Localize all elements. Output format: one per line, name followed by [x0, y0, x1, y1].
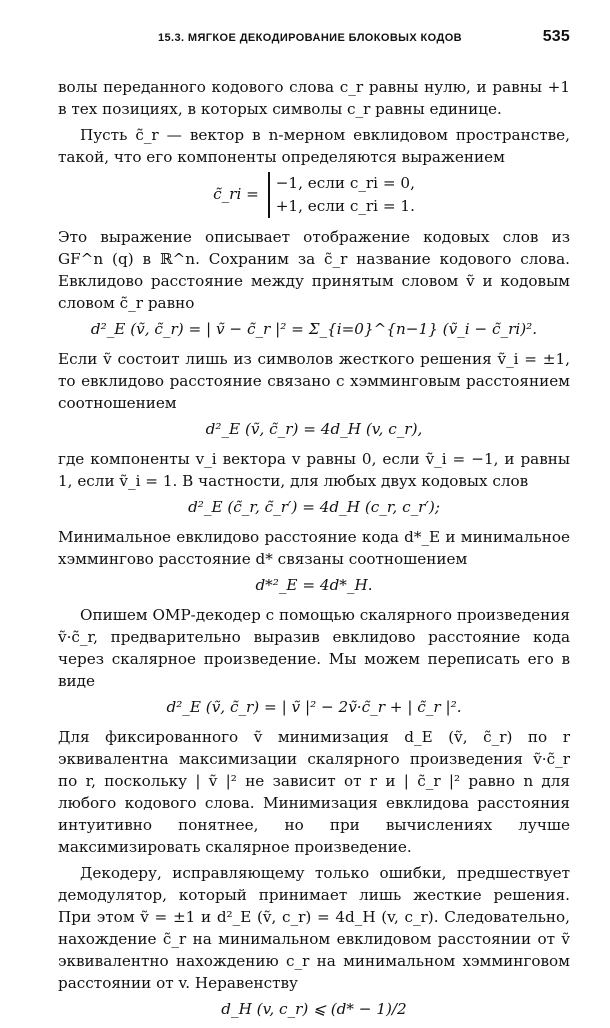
running-title: 15.3. МЯГКОЕ ДЕКОДИРОВАНИЕ БЛОКОВЫХ КОДОВ	[158, 32, 463, 44]
equation-1-case-2: +1, если c_ri = 1.	[275, 197, 415, 215]
paragraph-1: волы переданного кодового слова c_r равны нулю, и равны +1 в тех позициях, в которых символы c_r равны единице.	[58, 78, 570, 118]
equation-7: d_H (v, c_r) ⩽ (d* − 1)/2	[221, 1000, 407, 1018]
paragraph-5: где компоненты v_i вектора v равны 0, если ṽ_i = −1, и равны 1, если ṽ_i = 1. В частности, для любых двух кодовых слов	[58, 450, 570, 490]
running-head	[158, 28, 570, 50]
equation-1	[58, 172, 570, 218]
page-body	[58, 76, 570, 1028]
paragraph-3: Это выражение описывает отображение кодовых слов из GF^n (q) в ℝ^n. Сохраним за c̃_r название кодового слова. Евклидово расстояние между принятым словом ṽ и кодовым словом c̃_r равно	[58, 228, 570, 312]
equation-3: d²_E (ṽ, c̃_r) = 4d_H (v, c_r),	[205, 420, 423, 438]
book-page	[58, 28, 570, 1018]
page-number: 535	[542, 28, 570, 45]
equation-4: d²_E (c̃_r, c̃_r′) = 4d_H (c_r, c_r′);	[188, 498, 440, 516]
equation-6: d²_E (ṽ, c̃_r) = | ṽ |² − 2ṽ·c̃_r + | c̃_r |².	[166, 698, 462, 716]
equation-2: d²_E (ṽ, c̃_r) = | ṽ − c̃_r |² = Σ_{i=0}^{n−1} (ṽ_i − c̃_ri)².	[90, 320, 538, 338]
paragraph-6: Минимальное евклидово расстояние кода d*_E и минимальное хэммингово расстояние d* связаны соотношением	[58, 528, 570, 568]
paragraph-9: Декодеру, исправляющему только ошибки, предшествует демодулятор, который принимает лишь жесткие решения. При этом ṽ = ±1 и d²_E (ṽ, c_r) = 4d_H (v, c_r). Следовательно, нахождение c̃_r на минимальном евклидовом расстоянии от ṽ эквивалентно нахождению c_r на минимальном хэмминговом расстоянии от v. Неравенству	[58, 864, 570, 992]
paragraph-8: Для фиксированного ṽ минимизация d_E (ṽ, c̃_r) по r эквивалентна максимизации скалярного произведения ṽ·c̃_r по r, поскольку | ṽ |² не зависит от r и | c̃_r |² равно n для любого кодового слова. Минимизация евклидова расстояния интуитивно понятнее, но при вычислениях лучше максимизировать скалярное произведение.	[58, 728, 570, 856]
paragraph-4: Если ṽ состоит лишь из символов жесткого решения ṽ_i = ±1, то евклидово расстояние связано с хэмминговым расстоянием соотношением	[58, 350, 570, 412]
equation-5: d*²_E = 4d*_H.	[255, 576, 373, 594]
equation-1-lhs: c̃_ri =	[213, 185, 259, 203]
paragraph-7: Опишем ОМР-декодер с помощью скалярного произведения ṽ·c̃_r, предварительно выразив евклидово расстояние кода через скалярное произведение. Мы можем переписать его в виде	[58, 606, 570, 690]
equation-1-case-1: −1, если c_ri = 0,	[275, 174, 415, 192]
paragraph-2: Пусть c̃_r — вектор в n-мерном евклидовом пространстве, такой, что его компоненты определяются выражением	[58, 126, 570, 166]
equation-1-cases	[268, 172, 415, 218]
